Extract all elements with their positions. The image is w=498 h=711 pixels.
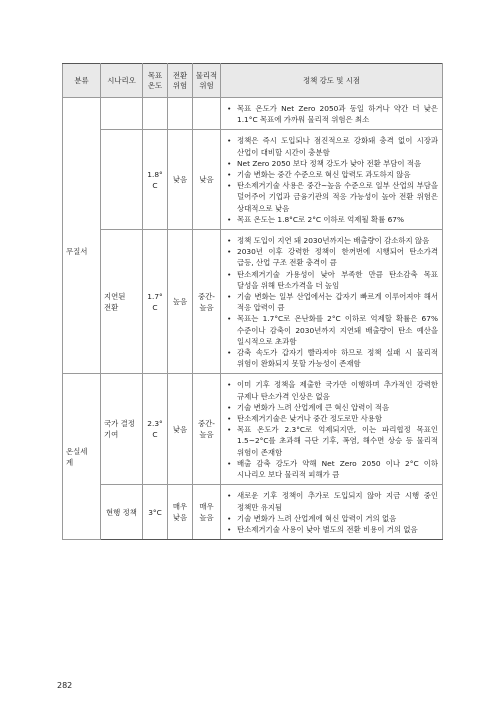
note-item: • 탄소제거기술은 낮거나 중간 정도로만 사용함: [227, 414, 383, 424]
scenario-risk-table: [62, 63, 443, 540]
category-cell: 무질서: [63, 130, 101, 374]
note-item: • 목표 온도가 Net Zero 2050과 동일 하거나 약간 더 낮은 1.1°C 목표에 가까워 물리적 위험은 최소: [227, 104, 438, 125]
table-row: [63, 485, 443, 540]
bullet-icon: •: [227, 414, 232, 424]
bullet-icon: •: [227, 458, 232, 468]
bullet-icon: •: [227, 491, 232, 501]
scenario-cell: 국가 결정 기여: [101, 374, 143, 485]
target-temp-cell: 1.8° C: [143, 130, 168, 230]
bullet-icon: •: [227, 247, 232, 257]
notes-cell: [221, 230, 443, 374]
bullet-icon: •: [227, 513, 232, 523]
note-item: • 기술 변화는 일부 산업에서는 갑자기 빠르게 이루어져야 해서 적응 압력이 큼: [227, 292, 438, 313]
note-list: [221, 485, 442, 539]
bullet-icon: •: [227, 348, 232, 358]
target-temp-cell: 1.7° C: [143, 230, 168, 374]
note-item: • 기술 변화가 느려 산업계에 혁신 압력이 거의 없음: [227, 513, 397, 523]
header-target-temp: 목표 온도: [143, 64, 168, 98]
bullet-icon: •: [227, 170, 232, 180]
table-row: [63, 230, 443, 374]
transition-risk-cell: 낮음: [168, 374, 193, 485]
target-temp-cell: 3°C: [143, 485, 168, 540]
notes-cell: [221, 130, 443, 230]
bullet-icon: •: [227, 214, 232, 224]
note-item: • 목표 온도는 1.8°C로 2°C 이하로 억제될 확률 67%: [227, 214, 404, 224]
cell-empty: [168, 98, 193, 130]
header-physical-risk: 물리적 위험: [193, 64, 221, 98]
bullet-icon: •: [227, 181, 232, 191]
cell-empty: [63, 98, 101, 130]
header-policy-note: 정책 강도 및 시점: [221, 64, 443, 98]
note-item: • 배출 감축 강도가 약해 Net Zero 2050 이나 2°C 이하 시나리오 보다 물리적 피해가 큼: [227, 458, 438, 480]
notes-cell: [221, 485, 443, 540]
cell-empty: [193, 98, 221, 130]
category-cell: 온실세계: [63, 374, 101, 540]
transition-risk-cell: 높음: [168, 230, 193, 374]
bullet-icon: •: [227, 292, 232, 302]
header-scenario: 시나리오: [101, 64, 143, 98]
cell-empty: [101, 98, 143, 130]
physical-risk-cell: 매우 높음: [193, 485, 221, 540]
scenario-cell: 현행 정책: [101, 485, 143, 540]
scenario-cell: 지연된 전환: [101, 230, 143, 374]
bullet-icon: •: [227, 425, 232, 435]
physical-risk-cell: 중간- 높음: [193, 230, 221, 374]
note-item: • Net Zero 2050 보다 정책 강도가 낮아 전환 부담이 적음: [227, 158, 422, 168]
bullet-icon: •: [227, 524, 232, 534]
table-row: [63, 374, 443, 485]
physical-risk-cell: 중간- 높음: [193, 374, 221, 485]
note-item: • 목표 온도가 2.3°C로 억제되지만, 이는 파리협정 목표인 1.5~2°C를 초과해 극단 기후, 폭염, 해수면 상승 등 물리적 위험이 존재함: [227, 425, 438, 457]
physical-risk-cell: 낮음: [193, 130, 221, 230]
note-item: • 목표는 1.7°C로 온난화를 2°C 이하로 억제할 확률은 67% 수준이나 감축이 2030년까지 지연돼 배출량이 탄소 예산을 일시적으로 초과함: [227, 314, 438, 346]
page-number: 282: [57, 681, 73, 690]
scenario-cell: [101, 130, 143, 230]
note-item: • 탄소제거기술 사용은 중간~높음 수준으로 일부 산업의 부담을 덜어주어 기업과 금융기관의 적응 가능성이 높아 전환 위험은 상대적으로 낮음: [227, 181, 438, 213]
note-item: • 새로운 기후 정책이 추가로 도입되지 않아 지금 시행 중인 정책만 유지됨: [227, 491, 438, 512]
transition-risk-cell: 매우 낮음: [168, 485, 193, 540]
table-row: [63, 130, 443, 230]
bullet-icon: •: [227, 158, 232, 168]
notes-cell: [221, 374, 443, 485]
note-item: • 이미 기후 정책을 제출한 국가만 이행하며 추가적인 강력한 규제나 탄소가격 인상은 없음: [227, 380, 438, 401]
transition-risk-cell: 낮음: [168, 130, 193, 230]
header-transition-risk: 전환 위험: [168, 64, 193, 98]
note-item: • 정책 도입이 지연 돼 2030년까지는 배출량이 감소하지 않음: [227, 236, 430, 246]
note-item: • 감축 속도가 갑자기 빨라져야 하므로 정책 실패 시 물리적 위험이 완화되지 못할 가능성이 존재함: [227, 348, 438, 369]
target-temp-cell: 2.3° C: [143, 374, 168, 485]
note-item: • 기술 변화가 느려 산업계에 큰 혁신 압력이 적음: [227, 402, 390, 412]
header-category: 분류: [63, 64, 101, 98]
cell-empty: [143, 98, 168, 130]
bullet-icon: •: [227, 380, 232, 390]
table-header-row: [63, 64, 443, 98]
notes-cell: [221, 98, 443, 130]
note-list: [221, 230, 442, 373]
bullet-icon: •: [227, 236, 232, 246]
bullet-icon: •: [227, 402, 232, 412]
note-list: [221, 98, 442, 129]
table-row: [63, 98, 443, 130]
note-item: • 탄소제거기술 가용성이 낮아 부족한 만큼 탄소감축 목표 달성을 위해 탄소가격을 더 높임: [227, 269, 438, 290]
bullet-icon: •: [227, 314, 232, 324]
note-item: • 정책은 즉시 도입되나 점진적으로 강화돼 충격 없이 시장과 산업이 대비할 시간이 충분함: [227, 136, 438, 157]
bullet-icon: •: [227, 269, 232, 279]
note-item: • 2030년 이후 강력한 정책이 한꺼번에 시행되어 탄소가격 급등, 산업 구조 전환 충격이 큼: [227, 247, 438, 268]
note-item: • 기술 변화는 중간 수준으로 혁신 압력도 과도하지 않음: [227, 170, 411, 180]
note-list: [221, 130, 442, 229]
bullet-icon: •: [227, 104, 232, 113]
note-list: [221, 374, 442, 484]
note-item: • 탄소제거기술 사용이 낮아 별도의 전환 비용이 거의 없음: [227, 524, 418, 534]
bullet-icon: •: [227, 136, 232, 146]
